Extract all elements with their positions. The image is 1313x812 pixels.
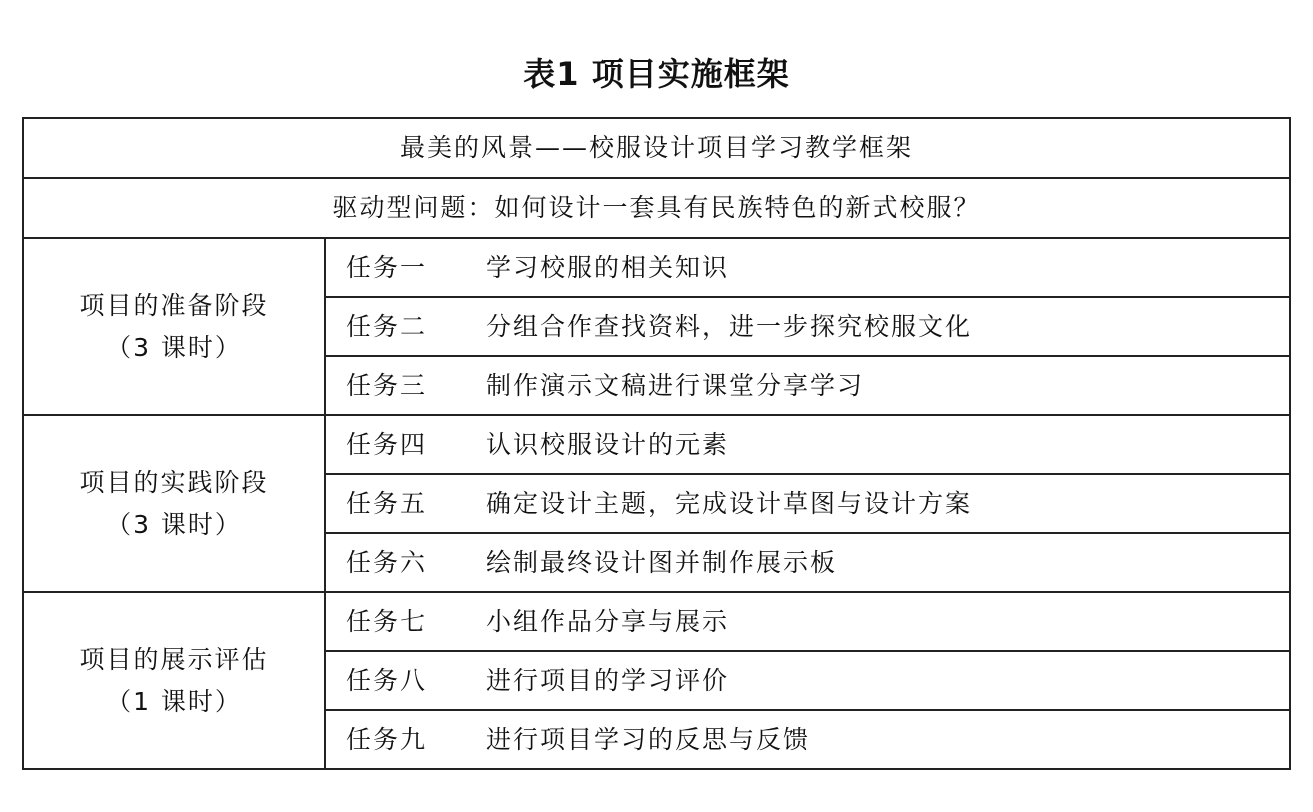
table-title: 最美的风景——校服设计项目学习教学框架	[23, 118, 1290, 178]
task-cell	[325, 297, 1290, 356]
stage-hours: （1 课时）	[106, 686, 242, 716]
project-framework-table	[22, 117, 1291, 770]
task-description: 分组合作查找资料，进一步探究校服文化	[486, 311, 973, 341]
task-cell	[325, 710, 1290, 769]
task-cell	[325, 238, 1290, 297]
stage-name: 项目的准备阶段	[79, 290, 269, 320]
stage-hours: （3 课时）	[106, 332, 242, 362]
task-number: 任务七	[346, 606, 428, 636]
task-cell	[325, 533, 1290, 592]
task-number: 任务九	[346, 724, 428, 754]
table-row	[23, 415, 1290, 474]
task-description: 学习校服的相关知识	[486, 252, 730, 282]
task-description: 小组作品分享与展示	[486, 606, 730, 636]
task-cell	[325, 651, 1290, 710]
task-description: 进行项目的学习评价	[486, 665, 730, 695]
task-number: 任务一	[346, 252, 428, 282]
task-description: 绘制最终设计图并制作展示板	[486, 547, 838, 577]
stage-name: 项目的展示评估	[79, 644, 269, 674]
stage-hours: （3 课时）	[106, 509, 242, 539]
stage-name: 项目的实践阶段	[79, 467, 269, 497]
stage-cell	[23, 592, 325, 769]
stage-cell	[23, 238, 325, 415]
task-description: 进行项目学习的反思与反馈	[486, 724, 811, 754]
stage-cell	[23, 415, 325, 592]
table-title-row	[23, 118, 1290, 178]
table-row	[23, 238, 1290, 297]
task-number: 任务八	[346, 665, 428, 695]
driving-question: 驱动型问题：如何设计一套具有民族特色的新式校服？	[23, 178, 1290, 238]
task-number: 任务六	[346, 547, 428, 577]
task-description: 确定设计主题，完成设计草图与设计方案	[486, 488, 973, 518]
driving-question-row	[23, 178, 1290, 238]
task-number: 任务四	[346, 429, 428, 459]
task-cell	[325, 415, 1290, 474]
task-cell	[325, 474, 1290, 533]
task-description: 制作演示文稿进行课堂分享学习	[486, 370, 865, 400]
table-row	[23, 592, 1290, 651]
task-description: 认识校服设计的元素	[486, 429, 730, 459]
task-number: 任务五	[346, 488, 428, 518]
table-caption: 表1 项目实施框架	[523, 55, 790, 93]
task-cell	[325, 592, 1290, 651]
task-number: 任务三	[346, 370, 428, 400]
task-number: 任务二	[346, 311, 428, 341]
task-cell	[325, 356, 1290, 415]
